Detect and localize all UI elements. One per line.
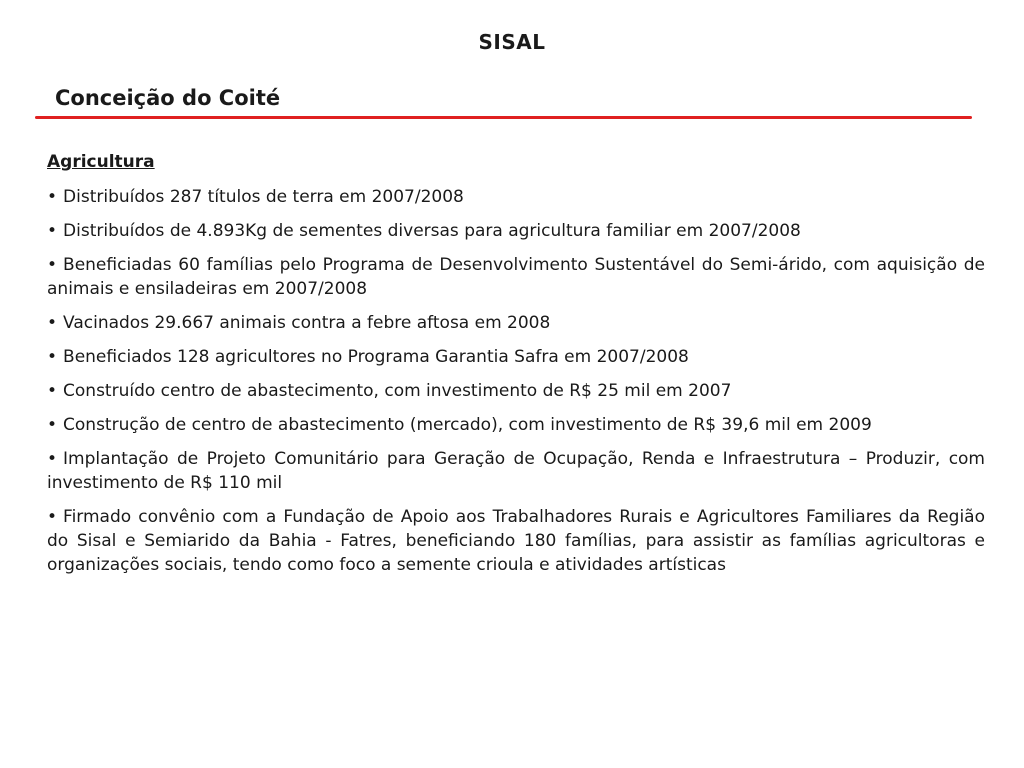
list-item-text: Construído centro de abastecimento, com investimento de R$ 25 mil em 2007 bbox=[63, 381, 732, 401]
list-item-text: Implantação de Projeto Comunitário para Geração de Ocupação, Renda e Infraestrutura – Produzir, com investimento de R$ 110 mil bbox=[47, 449, 985, 493]
bullet-icon: • bbox=[47, 415, 58, 435]
list-item-text: Construção de centro de abastecimento (mercado), com investimento de R$ 39,6 mil em 2009 bbox=[63, 415, 872, 435]
slide-subtitle: Conceição do Coité bbox=[55, 86, 281, 110]
list-item bbox=[47, 447, 985, 495]
bullet-icon: • bbox=[47, 507, 58, 527]
list-item bbox=[47, 253, 985, 301]
list-item bbox=[47, 379, 985, 403]
bullet-icon: • bbox=[47, 187, 58, 207]
list-item bbox=[47, 219, 985, 243]
list-item-text: Beneficiadas 60 famílias pelo Programa de Desenvolvimento Sustentável do Semi-árido, com aquisição de animais e ensiladeiras em 2007/2008 bbox=[47, 255, 985, 299]
bullet-icon: • bbox=[47, 449, 58, 469]
list-item-text: Distribuídos de 4.893Kg de sementes diversas para agricultura familiar em 2007/2008 bbox=[63, 221, 801, 241]
list-item bbox=[47, 505, 985, 577]
list-item-text: Vacinados 29.667 animais contra a febre aftosa em 2008 bbox=[63, 313, 551, 333]
bullet-icon: • bbox=[47, 381, 58, 401]
list-item bbox=[47, 311, 985, 335]
content-body bbox=[47, 150, 985, 587]
list-item bbox=[47, 345, 985, 369]
bullet-icon: • bbox=[47, 347, 58, 367]
list-item bbox=[47, 185, 985, 209]
list-item-text: Distribuídos 287 títulos de terra em 2007/2008 bbox=[63, 187, 464, 207]
section-heading: Agricultura bbox=[47, 152, 155, 172]
bullet-icon: • bbox=[47, 255, 58, 275]
list-item bbox=[47, 413, 985, 437]
slide-title: SISAL bbox=[478, 30, 546, 54]
bullet-icon: • bbox=[47, 221, 58, 241]
list-item-text: Firmado convênio com a Fundação de Apoio aos Trabalhadores Rurais e Agricultores Familiares da Região do Sisal e Semiarido da Bahia - Fatres, beneficiando 180 famílias, para assistir as famílias agricultoras e organizações sociais, tendo como foco a semente crioula e atividades artísticas bbox=[47, 507, 985, 575]
list-item-text: Beneficiados 128 agricultores no Programa Garantia Safra em 2007/2008 bbox=[63, 347, 689, 367]
bullet-icon: • bbox=[47, 313, 58, 333]
title-divider bbox=[35, 116, 972, 119]
